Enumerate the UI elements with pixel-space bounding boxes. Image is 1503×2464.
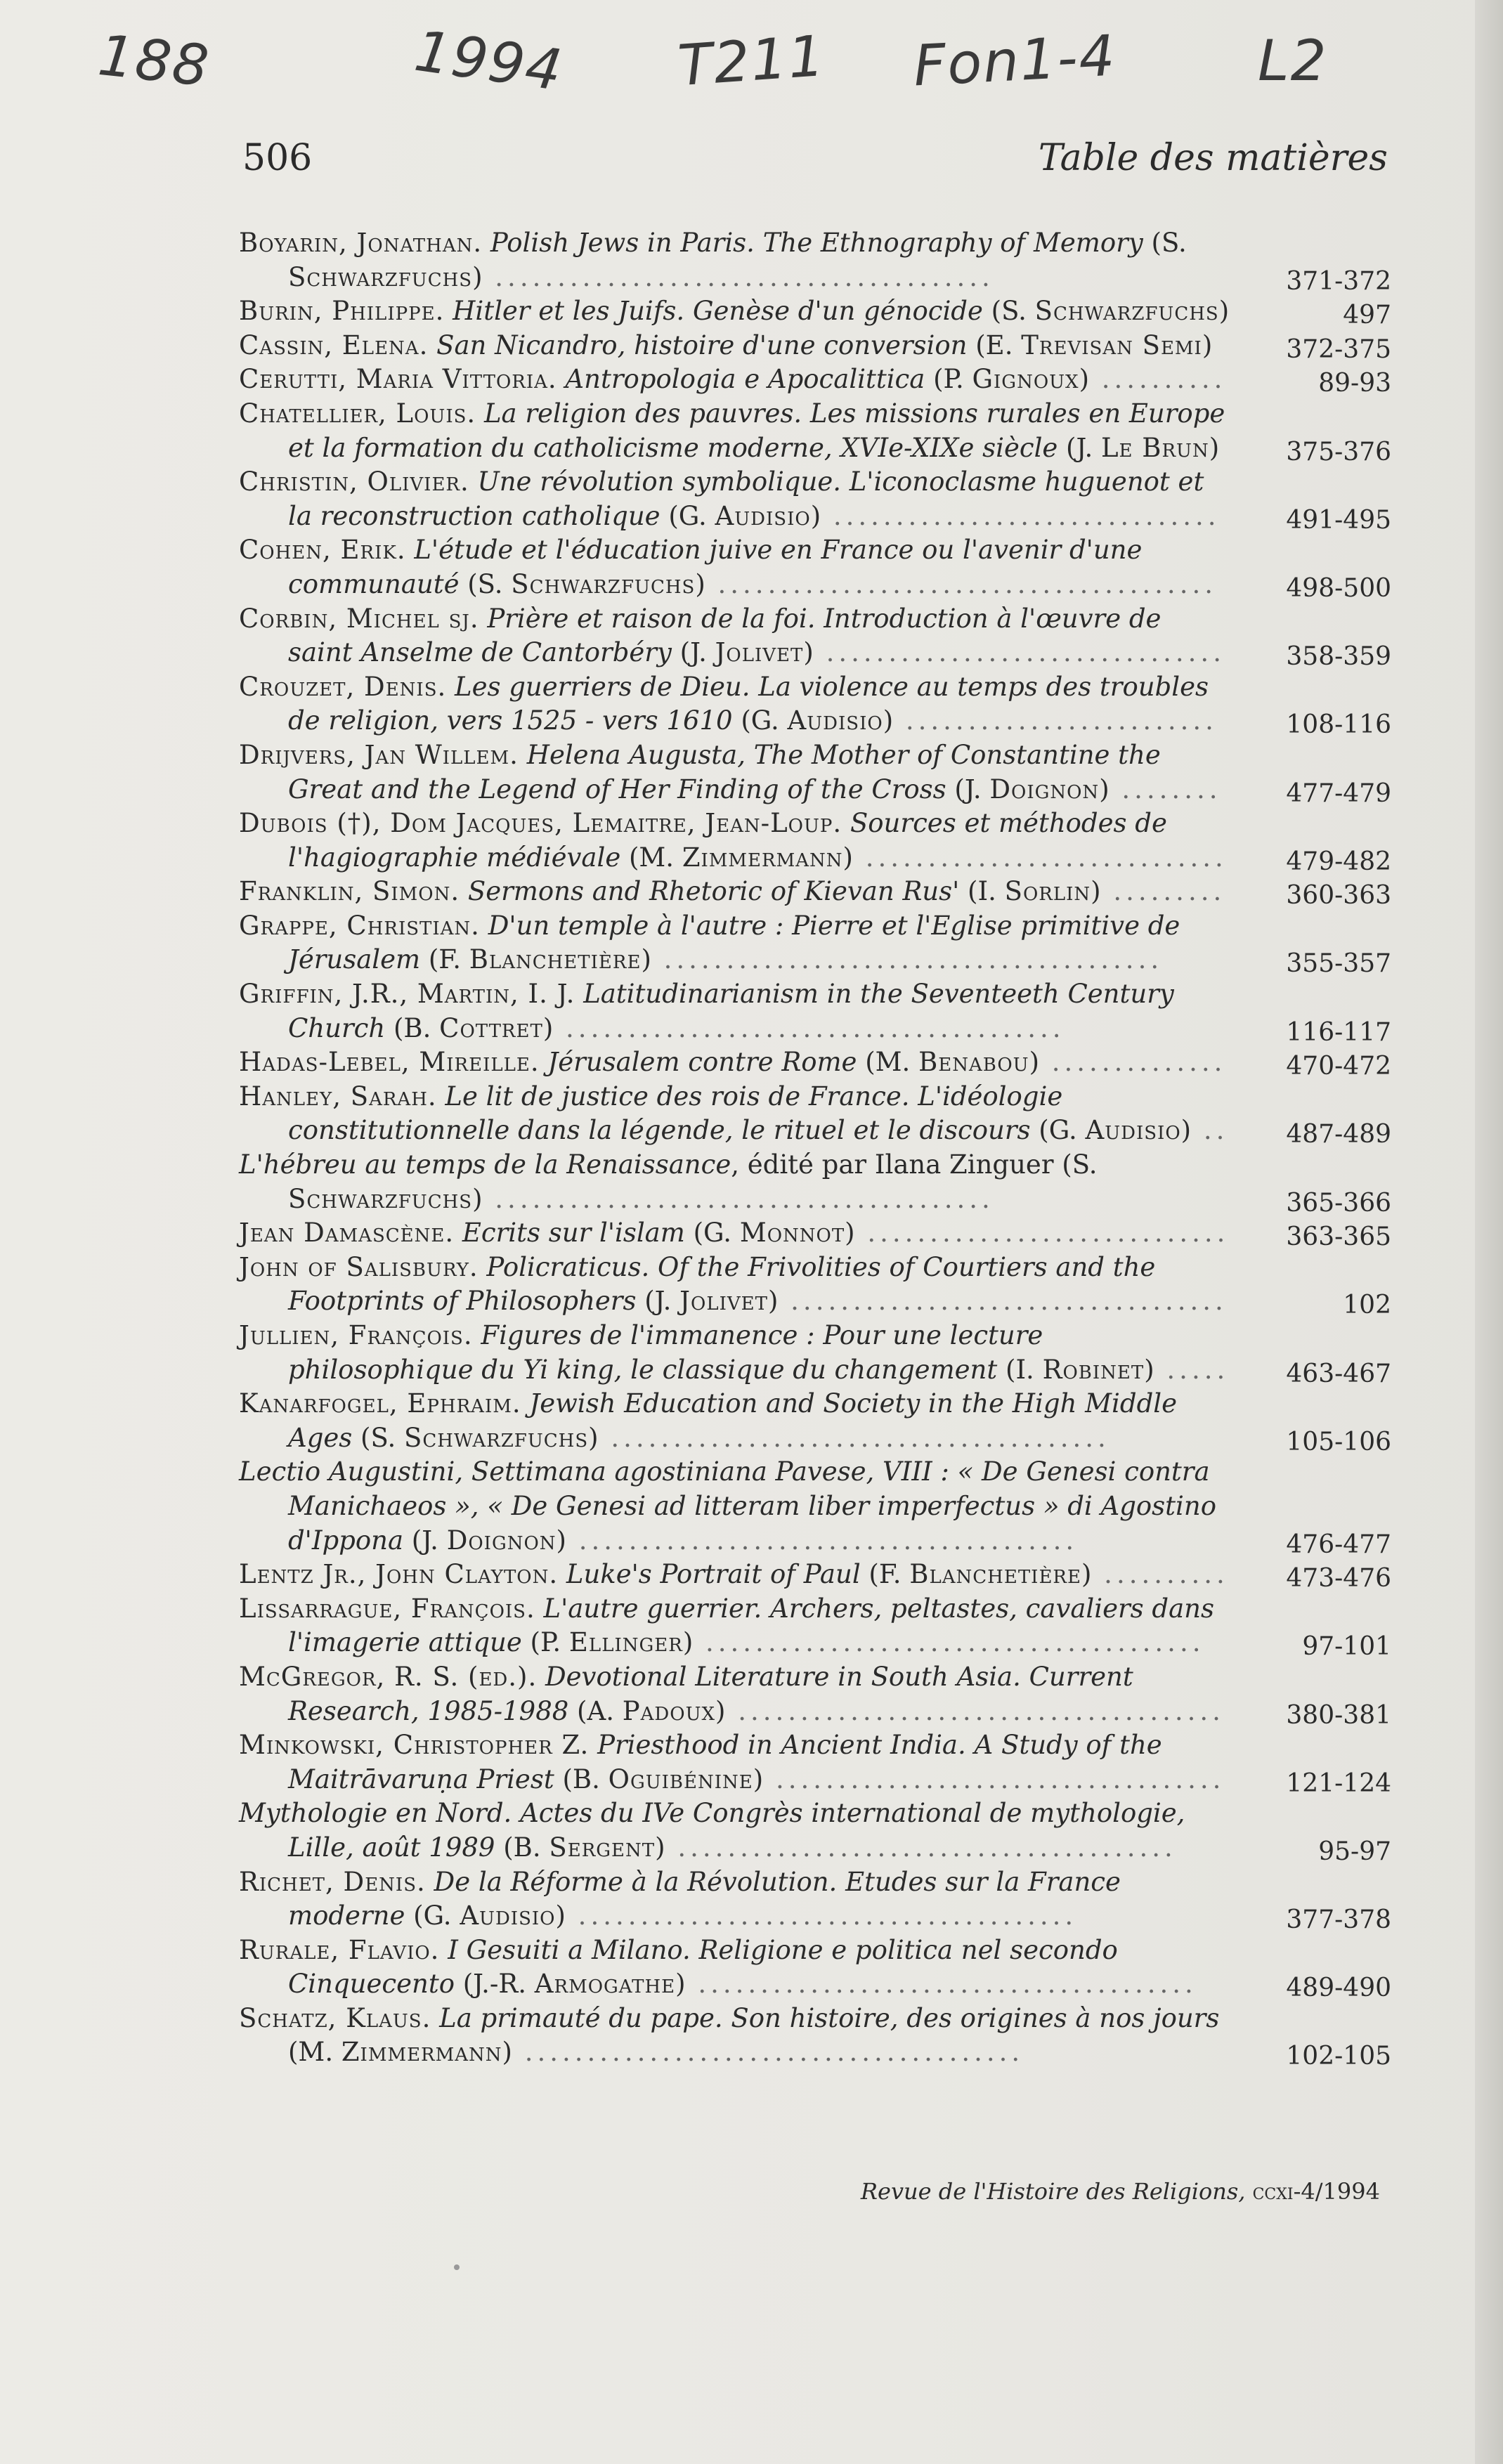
entry-author: Boyarin, Jonathan. — [239, 228, 483, 258]
entry-pages: 491-495 — [1286, 505, 1391, 535]
entry-reviewer-suffix: ) — [1079, 364, 1089, 395]
handwritten-note: T211 — [676, 22, 828, 99]
entry-title: Helena Augusta, The Mother of Constantine the Great and the Legend of Her Finding of the Cross — [288, 739, 1161, 804]
toc-entry — [239, 1728, 1391, 1797]
toc-entry — [239, 1045, 1391, 1080]
dot-leader: ................................ — [813, 637, 1225, 668]
entry-reviewer: Padoux — [622, 1695, 716, 1726]
entry-title: L'autre guerrier. Archers, peltastes, cavaliers dans l'imagerie attique — [288, 1593, 1214, 1658]
entry-reviewer-suffix: ) — [753, 1764, 764, 1794]
toc-entry — [239, 1865, 1391, 1934]
entry-pages: 358-359 — [1286, 642, 1391, 672]
entry-author: Lentz Jr., John Clayton. — [239, 1559, 559, 1590]
entry-title: Polish Jews in Paris. The Ethnography of Memory — [490, 228, 1143, 258]
entry-reviewer: Schwarzfuchs — [288, 261, 473, 292]
entry-reviewer-prefix: (G. — [684, 1218, 740, 1249]
entry-reviewer: Blanchetière — [909, 1559, 1081, 1590]
entry-reviewer-prefix: (I. — [959, 876, 1005, 907]
entry-reviewer-prefix: (F. — [860, 1559, 910, 1590]
entry-reviewer-suffix: ) — [542, 1012, 554, 1043]
entry-reviewer: Audisio — [715, 500, 811, 531]
entry-title: Devotional Literature in South Asia. Current Research, 1985-1988 — [288, 1661, 1133, 1726]
entry-reviewer-prefix: (S. — [352, 1422, 405, 1453]
entry-reviewer: Schwarzfuchs — [404, 1422, 589, 1453]
entry-title: Le lit de justice des rois de France. L'idéologie constitutionnelle dans la légende, le rituel et le discours — [288, 1081, 1063, 1146]
dot-leader: ........................................ — [482, 261, 994, 292]
entry-title: L'étude et l'éducation juive en France ou l'avenir d'une communauté — [288, 535, 1143, 599]
toc-entry — [239, 533, 1391, 601]
entry-reviewer: Monnot — [739, 1218, 845, 1249]
entry-reviewer: Schwarzfuchs — [1034, 296, 1219, 327]
entry-reviewer-suffix: ) — [810, 500, 821, 531]
entry-reviewer: Benabou — [918, 1047, 1029, 1078]
dot-leader: ............................. — [852, 842, 1228, 873]
entry-pages: 473-476 — [1286, 1564, 1391, 1593]
entry-reviewer-suffix: ) — [695, 568, 705, 599]
entry-reviewer-prefix: (B. — [385, 1012, 440, 1043]
dot-leader: ................................... — [778, 1286, 1228, 1317]
entry-reviewer-suffix: ) — [883, 705, 894, 736]
entry-pages: 95-97 — [1318, 1837, 1391, 1866]
entry-title: La religion des pauvres. Les missions rurales en Europe et la formation du catholicisme moderne, XVIe-XIXe siècle — [288, 398, 1225, 463]
entry-pages: 97-101 — [1302, 1632, 1391, 1662]
entry-reviewer-prefix: (J. — [1058, 432, 1101, 463]
entry-author: Minkowski, Christopher Z. — [239, 1730, 590, 1761]
toc-entry — [239, 226, 1391, 294]
journal-volume: ccxi-4/1994 — [1252, 2178, 1380, 2205]
toc-entry — [239, 329, 1391, 363]
entry-reviewer-suffix: ) — [1081, 1559, 1092, 1590]
entry-title: Antropologia e Apocalittica — [565, 364, 925, 395]
entry-reviewer-suffix: ) — [1202, 330, 1213, 360]
entry-reviewer: Le Brun — [1100, 432, 1209, 463]
entry-reviewer-prefix: (J. — [403, 1525, 447, 1556]
dot-leader: ........................................ — [512, 2037, 1024, 2068]
entry-reviewer: Robinet — [1042, 1354, 1145, 1385]
entry-title: De la Réforme à la Révolution. Etudes sur la France moderne — [288, 1866, 1121, 1931]
entry-pages: 108-116 — [1286, 710, 1391, 740]
entry-author: Jean Damascène. — [239, 1218, 455, 1249]
running-title: Table des matières — [1038, 137, 1388, 179]
toc-entry — [239, 670, 1391, 738]
entry-reviewer-suffix: ) — [682, 1627, 694, 1658]
handwritten-notes — [0, 18, 1503, 112]
entry-reviewer-prefix: (B. — [554, 1764, 609, 1794]
toc-entry — [239, 909, 1391, 977]
entry-reviewer-suffix: ) — [1091, 876, 1101, 907]
entry-reviewer: Armogathe — [534, 1969, 676, 2000]
entry-reviewer-prefix: (B. — [495, 1832, 549, 1863]
dot-leader: ....................................... — [725, 1695, 1225, 1726]
entry-title: Sermons and Rhetoric of Kievan Rus' — [467, 876, 960, 907]
entry-reviewer: Doignon — [446, 1525, 557, 1556]
entry-title: Figures de l'immanence : Pour une lecture philosophique du Yi king, le classique du changement — [288, 1320, 1043, 1385]
entry-reviewer-prefix: (M. — [857, 1047, 919, 1078]
entry-reviewer: Oguibénine — [608, 1764, 753, 1794]
entry-reviewer-prefix: (G. — [732, 705, 788, 736]
dot-leader: ........................................ — [553, 1012, 1065, 1043]
entry-title: L'hébreu au temps de la Renaissance — [239, 1149, 731, 1180]
page-header — [242, 137, 1388, 193]
entry-title: Jérusalem contre Rome — [547, 1047, 857, 1078]
entry-reviewer-suffix: ) — [715, 1695, 726, 1726]
dot-leader: ........................................ — [705, 568, 1217, 599]
entry-reviewer: Schwarzfuchs — [288, 1183, 473, 1214]
dot-leader: .......... — [1089, 364, 1227, 395]
entry-reviewer-suffix: ) — [845, 1218, 855, 1249]
entry-title: Lectio Augustini, Settimana agostiniana Pavese, VIII : « De Genesi contra Manichaeos », « De Genesi ad litteram liber imperfectus » di Agostino d'Ippona — [239, 1456, 1216, 1556]
handwritten-note: 188 — [95, 22, 214, 100]
entry-title: Hitler et les Juifs. Genèse d'un génocide — [453, 296, 983, 327]
entry-reviewer-prefix: (S. — [982, 296, 1035, 327]
entry-author: Grappe, Christian. — [239, 910, 480, 941]
entry-reviewer-suffix: ) — [588, 1422, 599, 1453]
entry-reviewer-prefix: (G. — [405, 1901, 460, 1931]
entry-author: Chatellier, Louis. — [239, 398, 476, 429]
dot-leader: ........................................ — [665, 1832, 1177, 1863]
dot-leader: ........................................ — [685, 1969, 1197, 2000]
entry-author: Richet, Denis. — [239, 1866, 426, 1897]
dot-leader: ............................. — [854, 1218, 1230, 1249]
dot-leader: ........................................ — [482, 1183, 994, 1214]
entry-title: I Gesuiti a Milano. Religione e politica nel secondo Cinquecento — [288, 1934, 1118, 2000]
entry-reviewer-suffix: ) — [767, 1286, 779, 1317]
toc-entry — [239, 1934, 1391, 2002]
entry-author: Cassin, Elena. — [239, 330, 429, 360]
entry-author: McGregor, R. S. (ed.). — [239, 1661, 538, 1692]
entry-reviewer-suffix: ) — [641, 944, 651, 975]
entry-reviewer: Sergent — [549, 1832, 656, 1863]
entry-reviewer-suffix: ) — [1180, 1115, 1192, 1146]
entry-reviewer: Audisio — [787, 705, 883, 736]
entry-pages: 497 — [1343, 301, 1391, 330]
dot-leader: ......... — [1100, 876, 1226, 907]
entry-reviewer: Audisio — [1085, 1115, 1181, 1146]
entry-author: Hanley, Sarah. — [239, 1081, 437, 1112]
handwritten-note: Fon1-4 — [911, 22, 1118, 99]
entry-title: Priesthood in Ancient India. A Study of the Maitrāvaruṇa Priest — [288, 1730, 1162, 1794]
toc-entry — [239, 875, 1391, 909]
entry-pages: 365-366 — [1286, 1188, 1391, 1218]
dot-leader: ............................... — [821, 500, 1221, 531]
toc-entry — [239, 977, 1391, 1045]
toc-entry — [239, 602, 1391, 670]
entry-reviewer-prefix: (I. — [997, 1354, 1043, 1385]
entry-author: Jullien, François. — [239, 1320, 473, 1350]
entry-pages: 487-489 — [1286, 1120, 1391, 1149]
entry-title: Ecrits sur l'islam — [462, 1218, 685, 1249]
toc-entry — [239, 294, 1391, 329]
entry-reviewer-suffix: ) — [803, 637, 814, 668]
entry-reviewer: Jolivet — [715, 637, 804, 668]
entry-reviewer-prefix: (F. — [420, 944, 469, 975]
entry-reviewer-prefix: (M. — [620, 842, 682, 873]
entry-author: Corbin, Michel sj. — [239, 603, 479, 634]
entry-reviewer-suffix: ) — [842, 842, 853, 873]
entry-author: Griffin, J.R., Martin, I. J. — [239, 979, 575, 1010]
entry-title: San Nicandro, histoire d'une conversion — [436, 330, 968, 360]
entry-pages: 470-472 — [1286, 1052, 1391, 1081]
entry-reviewer-prefix: (A. — [568, 1695, 623, 1726]
entry-reviewer-prefix: (M. — [288, 2037, 341, 2068]
entry-reviewer-prefix: (S. — [459, 568, 512, 599]
entry-reviewer-prefix: (S. — [1053, 1149, 1098, 1180]
toc-entry — [239, 1319, 1391, 1387]
entry-reviewer: Zimmermann — [682, 842, 843, 873]
entry-reviewer-suffix: ) — [1029, 1047, 1040, 1078]
entry-reviewer-suffix: ) — [675, 1969, 686, 2000]
toc-entry — [239, 465, 1391, 533]
entry-pages: 377-378 — [1286, 1905, 1391, 1935]
entry-pages: 489-490 — [1286, 1974, 1391, 2003]
entry-reviewer-suffix: ) — [1099, 774, 1110, 804]
toc-entry — [239, 2002, 1391, 2070]
dot-leader: ........................................ — [598, 1422, 1110, 1453]
toc-entry — [239, 1455, 1391, 1558]
entry-reviewer-prefix: (J. — [636, 1286, 680, 1317]
entry-pages: 89-93 — [1318, 369, 1391, 398]
entry-title: Luke's Portrait of Paul — [566, 1559, 861, 1590]
toc-entry — [239, 1660, 1391, 1728]
entry-reviewer: Doignon — [989, 774, 1100, 804]
entry-title: D'un temple à l'autre : Pierre et l'Eglise primitive de Jérusalem — [288, 910, 1180, 975]
entry-author: Kanarfogel, Ephraim. — [239, 1388, 521, 1419]
page-footer — [861, 2178, 1380, 2205]
entry-author: Burin, Philippe. — [239, 296, 445, 327]
entry-pages: 360-363 — [1286, 881, 1391, 911]
entry-pages: 380-381 — [1286, 1700, 1391, 1730]
dot-leader: ........................................ — [565, 1901, 1078, 1931]
entry-title: Latitudinarianism in the Seventeeth Century Church — [288, 979, 1174, 1043]
toc-entry — [239, 1592, 1391, 1660]
toc-entry — [239, 1558, 1391, 1592]
toc-entry — [239, 738, 1391, 807]
entry-title: Policraticus. Of the Frivolities of Courtiers and the Footprints of Philosophers — [288, 1251, 1156, 1317]
entry-reviewer: Schwarzfuchs — [511, 568, 696, 599]
dot-leader: ........ — [1109, 774, 1222, 804]
entry-pages: 121-124 — [1286, 1768, 1391, 1798]
entry-author: Rurale, Flavio. — [239, 1934, 440, 1965]
dot-leader: ........................................ — [651, 944, 1164, 975]
dot-leader: ........................................ — [693, 1627, 1205, 1658]
journal-name: Revue de l'Histoire des Religions, — [860, 2178, 1253, 2205]
entry-pages: 372-375 — [1286, 334, 1391, 364]
dot-leader: ........................................ — [566, 1525, 1079, 1556]
entry-title: Prière et raison de la foi. Introduction à l'œuvre de saint Anselme de Cantorbéry — [288, 603, 1162, 668]
entry-reviewer: Cottret — [439, 1012, 543, 1043]
entry-reviewer: Audisio — [460, 1901, 556, 1931]
dot-leader: ..... — [1154, 1354, 1230, 1385]
entry-reviewer: Sorlin — [1004, 876, 1091, 907]
entry-reviewer-suffix: ) — [1209, 432, 1220, 463]
handwritten-note: L2 — [1258, 28, 1328, 93]
entry-author: John of Salisbury. — [239, 1251, 479, 1282]
entry-reviewer: Jolivet — [679, 1286, 768, 1317]
entry-pages: 363-365 — [1286, 1223, 1391, 1252]
dot-leader: .............. — [1039, 1047, 1227, 1078]
entry-pages: 116-117 — [1286, 1017, 1391, 1047]
page-number: 506 — [242, 137, 313, 179]
entry-pages: 371-372 — [1286, 266, 1391, 296]
entry-pages: 498-500 — [1286, 573, 1391, 603]
toc-entry — [239, 807, 1391, 875]
entry-reviewer-prefix: (J. — [671, 637, 715, 668]
entry-pages: 355-357 — [1286, 949, 1391, 979]
entry-title: Les guerriers de Dieu. La violence au temps des troubles de religion, vers 1525 - vers 1610 — [288, 671, 1209, 736]
entry-author: Dubois (†), Dom Jacques, Lemaitre, Jean-Loup. — [239, 808, 842, 839]
entry-reviewer: Ellinger — [568, 1627, 683, 1658]
entry-reviewer: Zimmermann — [341, 2037, 502, 2068]
entry-reviewer-prefix: (J. — [946, 774, 990, 804]
entry-reviewer-prefix: (P. — [521, 1627, 569, 1658]
entry-editor: , édité par Ilana Zinguer — [731, 1149, 1054, 1180]
entry-author: Franklin, Simon. — [239, 876, 460, 907]
entry-reviewer-suffix: ) — [502, 2037, 512, 2068]
entry-author: Lissarrague, François. — [239, 1593, 535, 1624]
entry-reviewer-suffix: ) — [655, 1832, 665, 1863]
entry-reviewer-prefix: (E. — [967, 330, 1022, 360]
dot-leader: .. — [1191, 1115, 1229, 1146]
toc-entry — [239, 1216, 1391, 1251]
entry-reviewer: Blanchetière — [469, 944, 642, 975]
entry-title: Jewish Education and Society in the High Middle Ages — [288, 1388, 1177, 1453]
entry-author: Crouzet, Denis. — [239, 671, 447, 702]
entry-author: Christin, Olivier. — [239, 467, 469, 497]
entry-pages: 479-482 — [1286, 847, 1391, 876]
toc-entry — [239, 1797, 1391, 1865]
entry-reviewer: Gignoux — [972, 364, 1079, 395]
toc-entry — [239, 397, 1391, 465]
entry-author: Schatz, Klaus. — [239, 2002, 431, 2033]
entry-title: Sources et méthodes de l'hagiographie médiévale — [288, 808, 1167, 873]
entry-author: Drijvers, Jan Willem. — [239, 739, 519, 770]
entry-reviewer-suffix: ) — [555, 1901, 566, 1931]
entry-pages: 102 — [1343, 1291, 1391, 1320]
handwritten-note: 1994 — [410, 18, 568, 104]
toc-entry — [239, 1251, 1391, 1319]
entry-reviewer: Trevisan Semi — [1021, 330, 1202, 360]
paper-speck — [454, 2264, 460, 2270]
dot-leader: .......... — [1091, 1559, 1229, 1590]
entry-reviewer-prefix: (P. — [925, 364, 972, 395]
entry-author: Cohen, Erik. — [239, 535, 406, 566]
entry-pages: 463-467 — [1286, 1359, 1391, 1388]
dot-leader: .................................... — [763, 1764, 1225, 1794]
entry-pages: 477-479 — [1286, 778, 1391, 808]
book-spine-shadow — [1475, 0, 1503, 2464]
entry-pages: 476-477 — [1286, 1530, 1391, 1559]
toc-entry — [239, 363, 1391, 397]
entry-title: Mythologie en Nord. Actes du IVe Congrès international de mythologie, Lille, août 1989 — [239, 1798, 1185, 1863]
entry-reviewer-suffix: ) — [556, 1525, 566, 1556]
entry-reviewer-suffix: ) — [472, 1183, 483, 1214]
entry-reviewer-prefix: (G. — [1030, 1115, 1086, 1146]
entry-reviewer-suffix: ) — [472, 261, 483, 292]
toc-entry — [239, 1148, 1391, 1216]
table-of-contents — [239, 226, 1391, 2070]
entry-pages: 102-105 — [1286, 2042, 1391, 2071]
entry-reviewer-prefix: (G. — [660, 500, 715, 531]
entry-reviewer-suffix: ) — [1218, 296, 1230, 327]
entry-pages: 105-106 — [1286, 1427, 1391, 1456]
entry-pages: 375-376 — [1286, 437, 1391, 467]
entry-reviewer-prefix: (S. — [1143, 228, 1187, 258]
entry-author: Cerutti, Maria Vittoria. — [239, 364, 557, 395]
entry-author: Hadas-Lebel, Mireille. — [239, 1047, 540, 1078]
dot-leader: ......................... — [893, 705, 1218, 736]
entry-reviewer-prefix: (J.-R. — [454, 1969, 535, 2000]
entry-reviewer-suffix: ) — [1144, 1354, 1154, 1385]
entry-title: La primauté du pape. Son histoire, des origines à nos jours — [439, 2002, 1220, 2033]
entry-title: Une révolution symbolique. L'iconoclasme huguenot et la reconstruction catholique — [288, 467, 1204, 531]
toc-entry — [239, 1080, 1391, 1148]
toc-entry — [239, 1387, 1391, 1455]
